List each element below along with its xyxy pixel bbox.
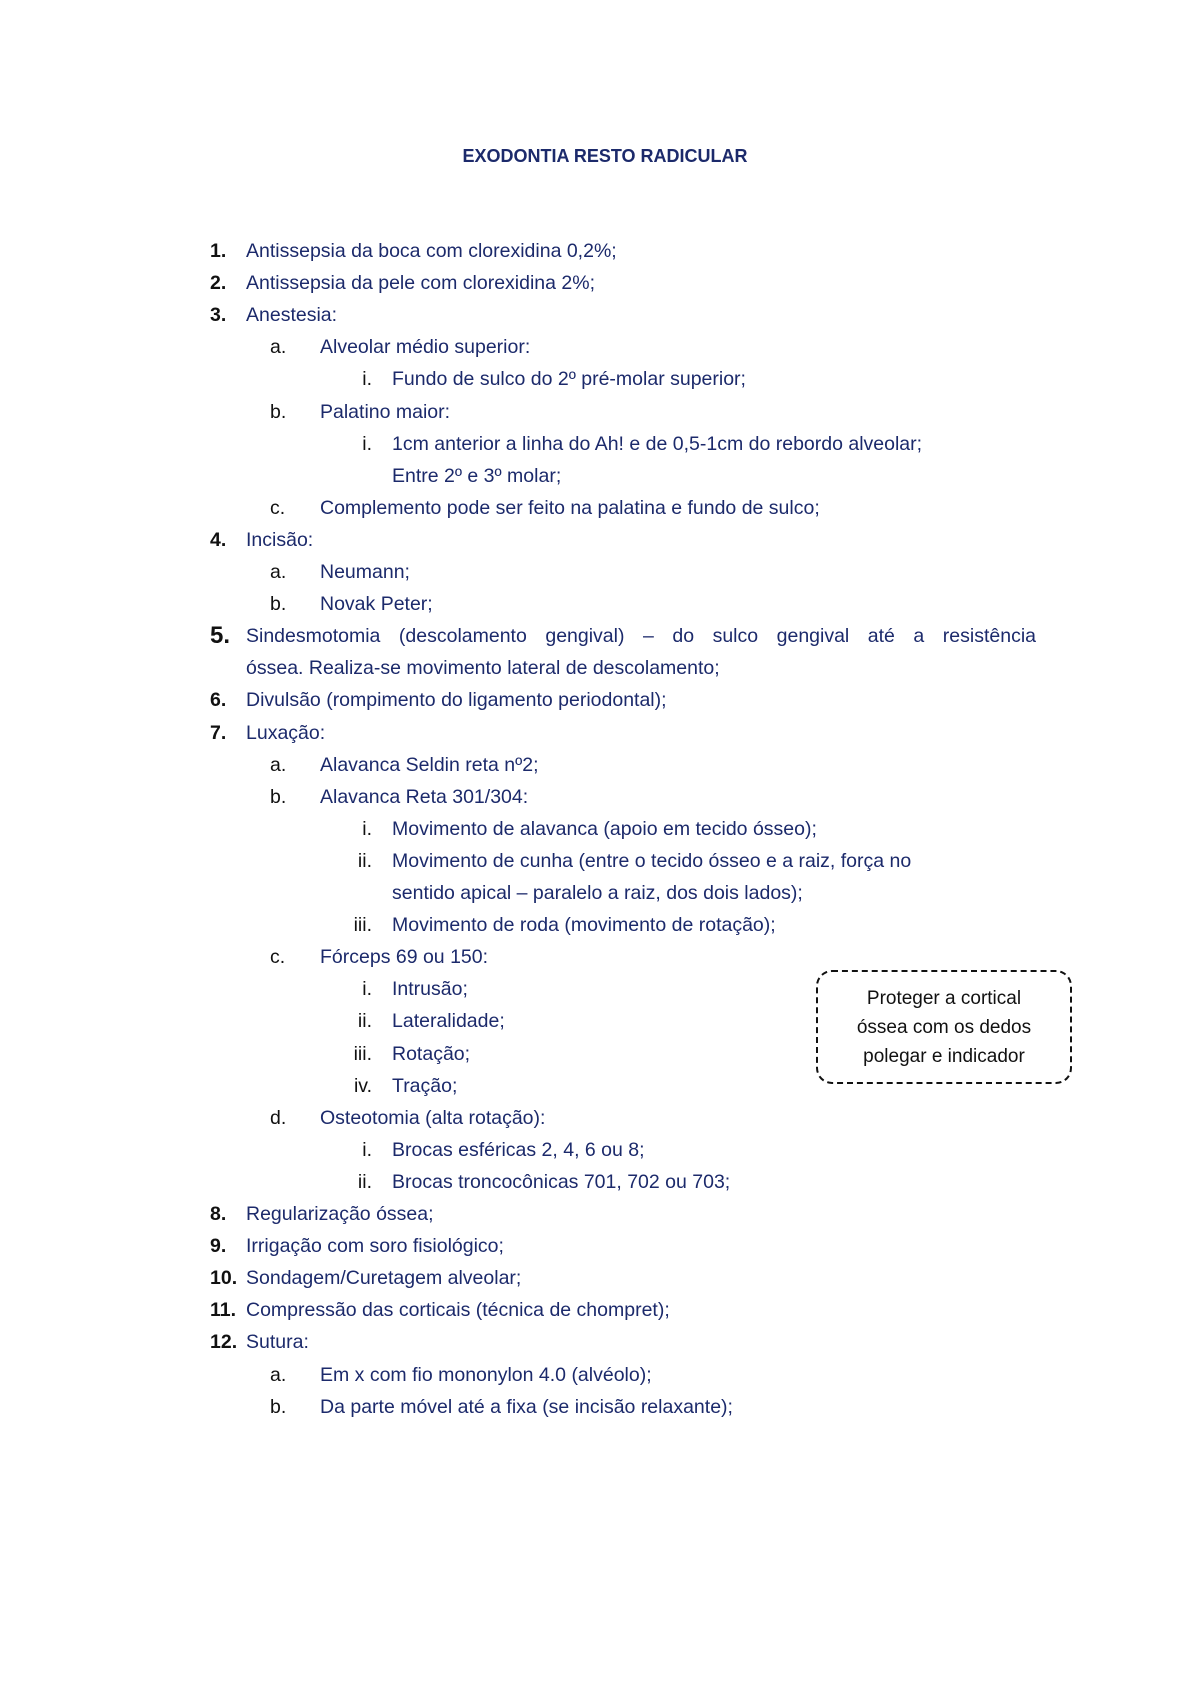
list-marker: 10.: [210, 1267, 238, 1290]
list-marker: 8.: [210, 1203, 227, 1225]
list-marker: 12.: [210, 1331, 238, 1354]
list-marker: d.: [270, 1106, 287, 1129]
list-marker: i.: [362, 978, 372, 1001]
list-text: Complemento pode ser feito na palatina e fundo de sulco;: [320, 496, 820, 519]
list-marker: ii.: [357, 849, 372, 872]
list-text: Regularização óssea;: [246, 1203, 434, 1225]
list-marker: ii.: [357, 1170, 372, 1193]
list-marker: b.: [270, 1395, 287, 1418]
list-marker: iii.: [353, 914, 372, 937]
list-text: Brocas esféricas 2, 4, 6 ou 8;: [392, 1138, 645, 1161]
list-text: Fórceps 69 ou 150:: [320, 946, 489, 969]
note-line: óssea com os dedos: [856, 1016, 1032, 1038]
list-text: Palatino maior:: [320, 400, 451, 423]
list-text: Antissepsia da boca com clorexidina 0,2%;: [246, 240, 617, 262]
list-text: Entre 2º e 3º molar;: [392, 464, 562, 487]
list-marker: iv.: [353, 1074, 372, 1097]
list-text: Sutura:: [246, 1331, 309, 1354]
list-text: sentido apical – paralelo a raiz, dos dois lados);: [392, 882, 803, 904]
list-text: Brocas troncocônicas 701, 702 ou 703;: [392, 1170, 731, 1193]
list-marker: c.: [270, 946, 286, 969]
list-marker: 7.: [210, 721, 227, 744]
list-marker: 5.: [210, 622, 231, 650]
list-text: Fundo de sulco do 2º pré-molar superior;: [392, 368, 746, 391]
list-text: Rotação;: [392, 1042, 471, 1065]
list-text: Alavanca Reta 301/304:: [320, 785, 529, 808]
document-title: EXODONTIA RESTO RADICULAR: [462, 146, 748, 166]
list-marker: b.: [270, 785, 287, 808]
list-text: Alavanca Seldin reta nº2;: [320, 753, 539, 776]
list-marker: 4.: [210, 528, 227, 551]
list-text: Sondagem/Curetagem alveolar;: [246, 1267, 522, 1290]
list-marker: i.: [362, 432, 372, 455]
list-marker: 6.: [210, 689, 227, 712]
list-marker: ii.: [357, 1010, 372, 1033]
list-text: Movimento de roda (movimento de rotação);: [392, 914, 776, 937]
list-text: Antissepsia da pele com clorexidina 2%;: [246, 272, 596, 295]
list-marker: 9.: [210, 1235, 227, 1258]
list-text: Sindesmotomia (descolamento gengival) – do sulco gengival até a resistência: [246, 625, 1036, 648]
list-text: Movimento de alavanca (apoio em tecido ósseo);: [392, 817, 817, 840]
list-marker: c.: [270, 496, 286, 519]
list-text: Lateralidade;: [392, 1010, 505, 1033]
note-line: polegar e indicador: [863, 1045, 1025, 1067]
note-box: [816, 970, 1072, 1084]
list-marker: a.: [270, 336, 287, 359]
list-text: Divulsão (rompimento do ligamento periodontal);: [246, 689, 667, 712]
list-marker: 2.: [210, 272, 227, 295]
list-text: 1cm anterior a linha do Ah! e de 0,5-1cm do rebordo alveolar;: [392, 432, 923, 455]
list-text: Intrusão;: [392, 978, 468, 1001]
list-marker: iii.: [353, 1042, 372, 1065]
list-marker: b.: [270, 400, 287, 423]
list-marker: 11.: [210, 1299, 237, 1322]
list-text: Movimento de cunha (entre o tecido ósseo e a raiz, força no: [392, 849, 912, 872]
list-text: Em x com fio mononylon 4.0 (alvéolo);: [320, 1363, 652, 1386]
list-text: Neumann;: [320, 561, 410, 583]
list-marker: 1.: [210, 240, 227, 262]
list-text: Compressão das corticais (técnica de chompret);: [246, 1299, 670, 1322]
list-text: Anestesia:: [246, 304, 338, 327]
list-text: Novak Peter;: [320, 593, 433, 616]
list-marker: a.: [270, 561, 287, 583]
list-text: Incisão:: [246, 528, 314, 551]
list-text: óssea. Realiza-se movimento lateral de descolamento;: [246, 657, 720, 680]
list-text: Osteotomia (alta rotação):: [320, 1106, 546, 1129]
list-text: Irrigação com soro fisiológico;: [246, 1235, 504, 1258]
list-marker: a.: [270, 753, 287, 776]
list-text: Da parte móvel até a fixa (se incisão relaxante);: [320, 1395, 733, 1418]
list-marker: a.: [270, 1363, 287, 1386]
list-marker: b.: [270, 593, 287, 616]
list-text: Tração;: [392, 1074, 458, 1097]
list-marker: 3.: [210, 304, 227, 327]
list-marker: i.: [362, 1138, 372, 1161]
list-text: Alveolar médio superior:: [320, 336, 531, 359]
list-marker: i.: [362, 817, 372, 840]
note-line: Proteger a cortical: [866, 987, 1022, 1009]
list-marker: i.: [362, 368, 372, 391]
list-text: Luxação:: [246, 721, 326, 744]
